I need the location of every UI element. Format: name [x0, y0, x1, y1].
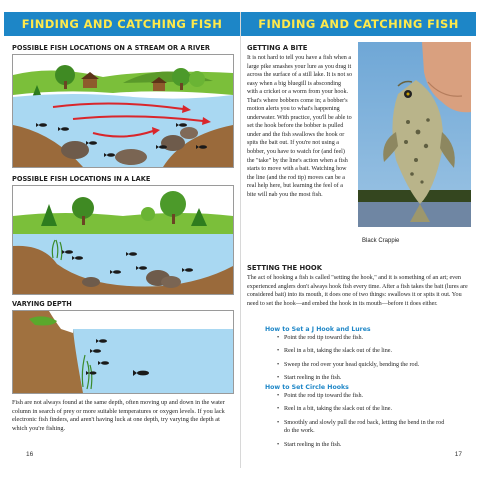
getting-bite-heading: GETTING A BITE [247, 44, 308, 52]
j-hook-step: • Start reeling in the fish. [277, 374, 467, 382]
stream-illustration [12, 54, 234, 168]
setting-hook-heading: SETTING THE HOOK [247, 264, 322, 272]
circle-hook-step: • Point the rod tip toward the fish. [277, 392, 449, 400]
j-hook-step: • Reel in a bit, taking the slack out of the line. [277, 347, 467, 355]
stream-section-heading: POSSIBLE FISH LOCATIONS ON A STREAM OR A RIVER [12, 44, 210, 52]
left-page [4, 12, 241, 468]
circle-hook-step: • Reel in a bit, taking the slack out of the line. [277, 405, 449, 413]
circle-hook-steps [277, 392, 449, 449]
right-page [241, 12, 476, 468]
black-crappie-photo [358, 42, 471, 227]
page-number-left: 16 [26, 451, 34, 458]
book-spread [0, 12, 480, 468]
right-page-banner: FINDING AND CATCHING FISH [241, 12, 476, 36]
photo-caption: Black Crappie [362, 238, 400, 244]
lake-section-heading: POSSIBLE FISH LOCATIONS IN A LAKE [12, 175, 151, 183]
depth-illustration [12, 310, 234, 394]
j-hook-steps [277, 334, 467, 383]
left-page-banner: FINDING AND CATCHING FISH [4, 12, 240, 36]
j-hook-step: • Sweep the rod over your head quickly, bending the rod. [277, 361, 467, 369]
varying-depth-heading: VARYING DEPTH [12, 300, 72, 308]
varying-depth-paragraph: Fish are not always found at the same depth, often moving up and down in the water column in search of prey or more suitable temperatures or oxygen levels. If you lack electronic fish finders, and aren't having luck at one depth, try varying the depth at which you're fishing. [12, 399, 225, 432]
circle-hook-step: • Smoothly and slowly pull the rod back, letting the bend in the rod do the work. [277, 419, 449, 436]
circle-hook-heading: How to Set Circle Hooks [265, 384, 349, 391]
getting-bite-paragraph: It is not hard to tell you have a fish when a large pike smashes your lure as you drag it across the surface of a still lake. It is not so easy when a big bluegill is absconding with a cricket or a worm from your hook. That's where bobbers come in; a bobber's motion alerts you to what's happening underwater. With practice, you'll be able to set the hook before the bobber is pulled under and the fish swallows the hook or spits the bait out. If you're not using a bobber, you have to watch for (and feel) the "take" by the line's action when a fish starts to move with a bait. Watching how the line (and the rod tip) moves can be a real help here, but learning the feel of a bite will nab you the most fish. [247, 55, 353, 198]
circle-hook-step: • Start reeling in the fish. [277, 441, 449, 449]
j-hook-step: • Point the rod tip toward the fish. [277, 334, 467, 342]
page-number-right: 17 [454, 451, 462, 458]
lake-illustration [12, 185, 234, 295]
j-hook-heading: How to Set a J Hook and Lures [265, 326, 371, 333]
setting-hook-paragraph: The act of hooking a fish is called "setting the hook," and it is something of an art; even experienced anglers don't always hook fish every time. After a fish takes the bait (lures are considered bait) into its mouth, it does one of two things: swallows it or spits it out. You need to set the hook—and embed the hook in its mouth—before it does either. [247, 275, 468, 307]
